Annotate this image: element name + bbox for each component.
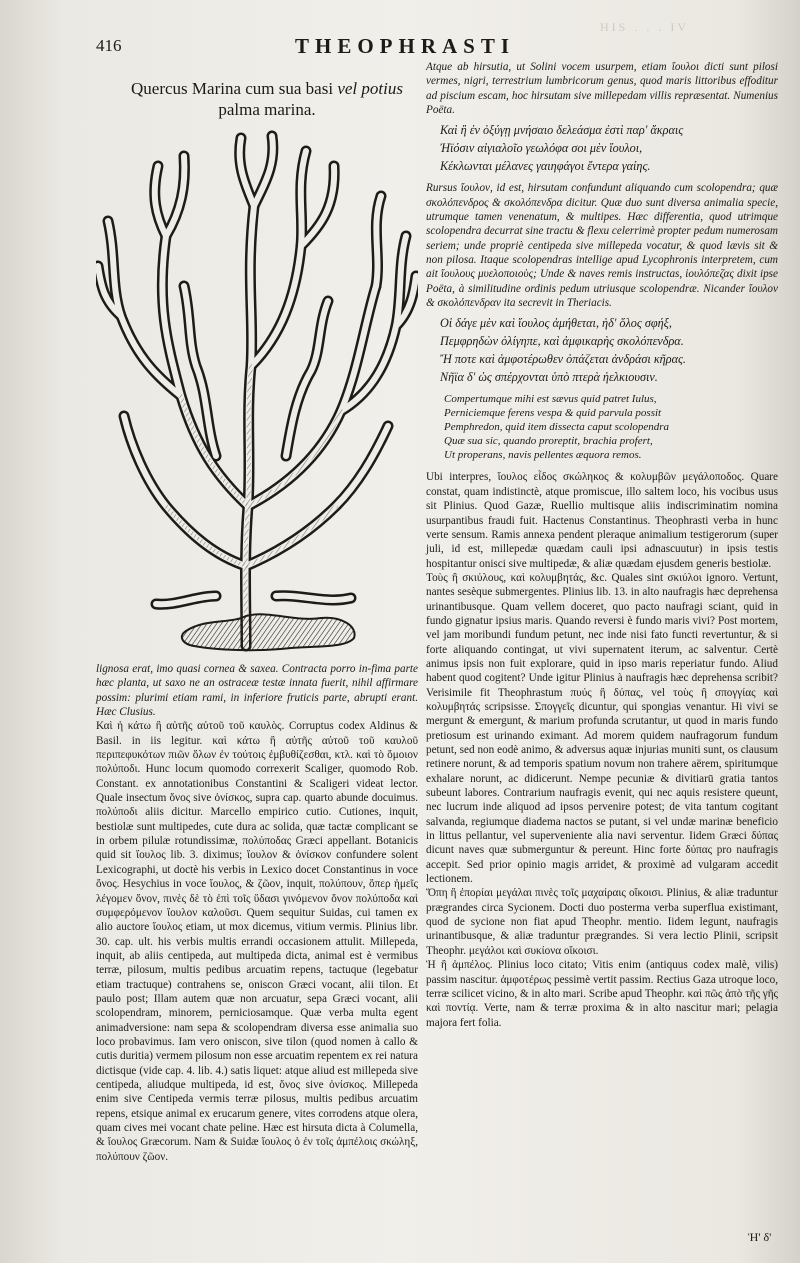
coral-trunk	[98, 136, 416, 646]
greek-verse-numenius	[440, 121, 778, 175]
right-intro: Atque ab hirsutia, ut Solini vocem usurpem, etiam ἴουλοι dicti sunt pilosi vermes, nigri, terrestrium lumbricorum genus, quod maris littoribus effoditur ad piscium escam, hoc hirsutam sive millepedam villis repræsentat. Numenius Poëta.	[426, 61, 778, 117]
right-paragraph-4: Τοὺς ἢ σκιύλους, καὶ κολυμβητάς, &c. Quales sint σκιύλοι ignoro. Vertunt, nantes sesèque submergentes. Plinius lib. 13. in alto naufragis hæc deprehensa urinantibusque. Quam vellem doceret, quo pacto naufragi sciant, quid in fundo gignatur ipsius maris. Quando reversi è fundo maris vivi? Post mortem, vel jam moribundi fundum petunt, nec inde nisi fato functi revertuntur, & si forte aliquando contingat, ut vivi supernatent iterum, ac salventur. Certè animus ipsis non fuit explorare, quid in ipso maris reperiatur fundo. Aliud habent quod cogitent? Unde igitur Plinius à naufragis hæc deprehensa scribit? Verisimile fit Theophrastum πυύς ἢ δύπας, vel τοὺς ἢ σπογγίας καὶ κολυμβητάς scripsisse. Σπογγεῖς dicuntur, qui spongias venantur. Hi vivi se mergunt & emergunt, & marium profunda scrutantur, ut quod in maris fundo pretiosum est urinando eximant. Ad morem quidem naufragorum fundum petunt, sed non eodè animo, & adversus aquæ injurias muniti sunt, os clausum retinere norunt, & ad temporis spatium novum non trahere aërem, spiritumque exhalare norunt, ac didicerunt. Nempe pecuniæ & divitiarū gratia tantos subeunt labores. Contrarium naufragis evenit, qui nec aquis resistere queunt, nec lucrum inde aliquod ad ipsos pervenire potest; de vita tantum cogitant salvanda, regiumque diadema nactos se putant, si vel undæ marinæ beneficio in littus pellantur, vel superveniente alia navi serventur. Iidem Græci δύπας dicunt naves quæ submerguntur & pereunt. Hinc forte δύπας pro naufragis accepit. Sed prior opinio magis arridet, & proximè ad vulgaram accedit lectionem.	[426, 571, 778, 886]
greek-verse-line: Κέκλωνται μέλανες γαιηφάγοι ἔντερα γαίης.	[440, 159, 651, 174]
latin-verse-line: Perniciemque ferens vespa & quid parvula possit	[444, 407, 662, 420]
left-paragraph-1: lignosa erat, imo quasi cornea & saxea. Contracta porro in-fima parte hæc planta, ut saxo ne an ostraceæ testæ innata fuerit, nihil affirmare possim: plurimi etiam rami, in inferiore fruticis parte, abrupti erant. Hæc Clusius.	[96, 663, 418, 719]
latin-verse-line: Ut properans, navis pellentes æquora remos.	[444, 449, 642, 462]
right-paragraph-6: Ἡ ἢ ἀμπέλος. Plinius loco citato; Vitis enim (antiquus codex malè, vilis) passim nascitur. ἀμφοτέρως pessimè vertit passim. Rectius Gaza utroque loco, terræ scilicet vicino, & in alto mari. Scribe apud Theophr. καὶ πῶς ἀπὸ τῆς γῆς καὶ ποντίᾳ. Verte, nam & terræ proxima & in alto nascitur mari; pelagia majora fert folia.	[426, 959, 778, 1029]
latin-verse-translation	[444, 392, 778, 462]
catchword: Ἡ' δ'	[748, 1230, 772, 1244]
latin-verse-line: Quæ sua sic, quando proreptit, brachia profert,	[444, 435, 653, 448]
greek-verse-line: Οἱ δάγε μὲν καὶ ἴουλος ἀμήθεται, ἠδ' ὅλος σφήξ,	[440, 316, 672, 331]
right-paragraph-3: Ubi interpres, ἴουλος εἶδος σκώληκος & κολυμβῶν μεγάλοποδος. Quare constat, quam indistinctè, atque promiscue, illo saltem loco, his vocibus usus sit Plinius. Quod Gazæ, Ruellio multisque aliis indiscriminatim nomina usurpantibus fraudi fuit. Hactenus Constantinus. Theophrasti verba in hunc verte sensum. Ramis annexa pendent pleraque animalium testigerorum (super juli, id est, millepedæ quædam cauli ipsi adnascuutur) in ipsis testis hospitantur onisci sive multipedæ, & aliæ quædam ejusdem generis bestiolæ.	[426, 471, 778, 570]
greek-verse-nicander	[440, 314, 778, 386]
greek-verse-line: Ἤ ποτε καὶ ἀμφοτέρωθεν ὀπάζεται ἀνδράσι κῆρας.	[440, 352, 686, 367]
left-paragraph-2: Καὶ ἡ κάτω ἢ αὐτῆς αὐτοῦ τοῦ καυλὸς. Corruptus codex Aldinus & Basil. in iis legitur. καὶ κάτω ἢ αὐτῆς αὐτοῦ τοῦ καυλοῦ περιπεφυκότων πιῶν ὅλων ἐν τούτοις ἐμβυθίζεσθαι, κτλ. καὶ τὸ ὅμοιον πολύποδι. Hunc locum quomodo correxerit Scaliger, quomodo Rob. Constant. ex annotationibus Constantini & Scaligeri videat lector. Quale insectum ὄνος sive ὀνίσκος, supra cap. quarto abunde docuimus. πολύποδι aliis dicitur. Marcello empirico cutio. Cutiones, inquit, bestiolæ sunt multipedes, cute dura ac solida, quæ tactæ complicant se in orbem pilulæ rotundissimæ, πολύποδας Græci appellant. Botanicis quid sit ἴουλος lib. 3. diximus; ἴουλον & ὀνίσκον confundere solent Lexicographi, ut doctè his verbis in Lexico docet Constantinus in voce ὄνος. Hesychius in voce ἴουλος, & ζῶον, inquit, πολύπουν, ὅπερ ἡμεῖς λέγομεν ὄνον, πινὲς δὲ τὸ ἐπὶ τοῖς ὕδασι γινόμενον ὄνον πολύποδα καὶ συμφερόμενον ἴουλον καλοῦσι. Quem sequitur Suidas, cui tamen ex alio auctore ἴουλος etiam, ut mox dicemus, vitium vermis. Plinius libr. 30. cap. ult. his verbis multis errandi occasionem attulit. Millepeda, inquit, ab aliis centipeda, aut multipeda dicta, animal est è vermibus terræ, pilosum, multis pedibus arcuatim repens, tactuque (legebatur etiam tractuque) contrahens se, oniscon Græci vocant, alii tilon. Et paulo post; Illam autem quæ non arcuatur, sepa Græci vocant, alii scolopendram, minorem, perniciosamque. Quæ verba multa egent animadversione: nam sepa & scolopendram diversa esse animalia suo loco probavimus. Iam vero oniscon, sive tilon (quod nomen à callo & cutis duritia) vermem pilosum non esse arcuatim repentem ex rei natura dictisque (vide cap. 4. lib. 4.) satis liquet: atque aliud est millepeda sive centipeda, aliudque multipeda, id est, ὄνος sive ὀνίσκος. Millepeda enim sive Centipeda vermis terræ pilosus, multis pedibus arcuatim repens, etsique animal ex erucarum genere, vites corrodens atque olera, quam cives mei vocant chate peline. Hæc est hirsuta dicta à Columella, & ἴουλος Græcorum. Nam & Suidæ ἴουλος ὁ ἐν τοῖς ἀμπέλοις σκώληξ, πολύπουν ζῶον.	[96, 720, 418, 1163]
coral-woodcut-illustration	[96, 126, 418, 656]
caption-italic: vel potius	[337, 79, 403, 98]
right-paragraph-5: Ὅπη ἢ ἐπορίαι μεγάλαι πινὲς τοῖς μαχαίραις οἴκοισι. Plinius, & aliæ traduntur prægrandes circa Sycionem. Docti duo posterma verba superflua existimant, quod de sycione non fiat apud Theophr. mentio. Iidem legunt, naufragis urinantibusque, & aliæ traduntur prægrandes. Si vera lectio Plinii, scripsit Theophr. μεγάλοι καὶ συκίονα οἴκοισι.	[426, 887, 778, 957]
page-number: 416	[96, 36, 122, 55]
coral-base-rock	[182, 614, 355, 650]
greek-verse-line: Καὶ ἢ ἐν ὀξύγῃ μνήσαιο δελεάσμα ἐστὶ παρ' ἄκραις	[440, 123, 684, 138]
greek-verse-line: Ἠϊόσιν αἰγιαλοῖο γεωλόφα σοι μὲν ἴουλοι,	[440, 141, 643, 156]
greek-verse-line: Νῆϊα δ' ὡς σπέρχονται ὑπὸ πτερὰ ἠελκιουσιν.	[440, 370, 658, 385]
running-title: THEOPHRASTI	[295, 34, 516, 58]
right-paragraph-2: Rursus ἴουλον, id est, hirsutam confundunt aliquando cum scolopendra; quæ σκολόπενδρος & σκολόπενδρα dicitur. Quæ duo sunt diversa animalia specie, utrumque tamen venenatum, & multipes. Hæc differentia, quod utrimque scolopendra decurrat sine tractu & flexu celerrimè propter pedum numerosam seriem; unde propriè centipeda sive millepeda vocatur, & quod lævis sit & non pilosa. Itaque scolopendras intellige apud Lycophronis interpretem, cum ait ἴουλους μυελοποιοὺς; Unde & naves remis instructas, ἰουλόπεζας dixit ipse Poëta, à similitudine ordinis pedum utriusque scolopendræ. Nicander ἴουλον & σκολόπενδραν ita secrevit in Theriacis.	[426, 182, 778, 310]
figure-caption	[96, 78, 418, 120]
bleed-through-text: HIS . . . IV	[600, 20, 689, 34]
greek-verse-line: Πεμφρηδὼν ὀλίγηπε, καὶ ἀμφικαρὴς σκολόπενδρα.	[440, 334, 684, 349]
caption-end: palma marina.	[218, 100, 316, 119]
latin-verse-line: Compertumque mihi est sævus quid patret Iulus,	[444, 393, 657, 406]
right-column	[426, 60, 778, 1030]
latin-verse-line: Pemphredon, quid item dissecta caput scolopendra	[444, 421, 670, 434]
left-column	[96, 78, 418, 1164]
caption-plain: Quercus Marina cum sua basi	[131, 79, 338, 98]
